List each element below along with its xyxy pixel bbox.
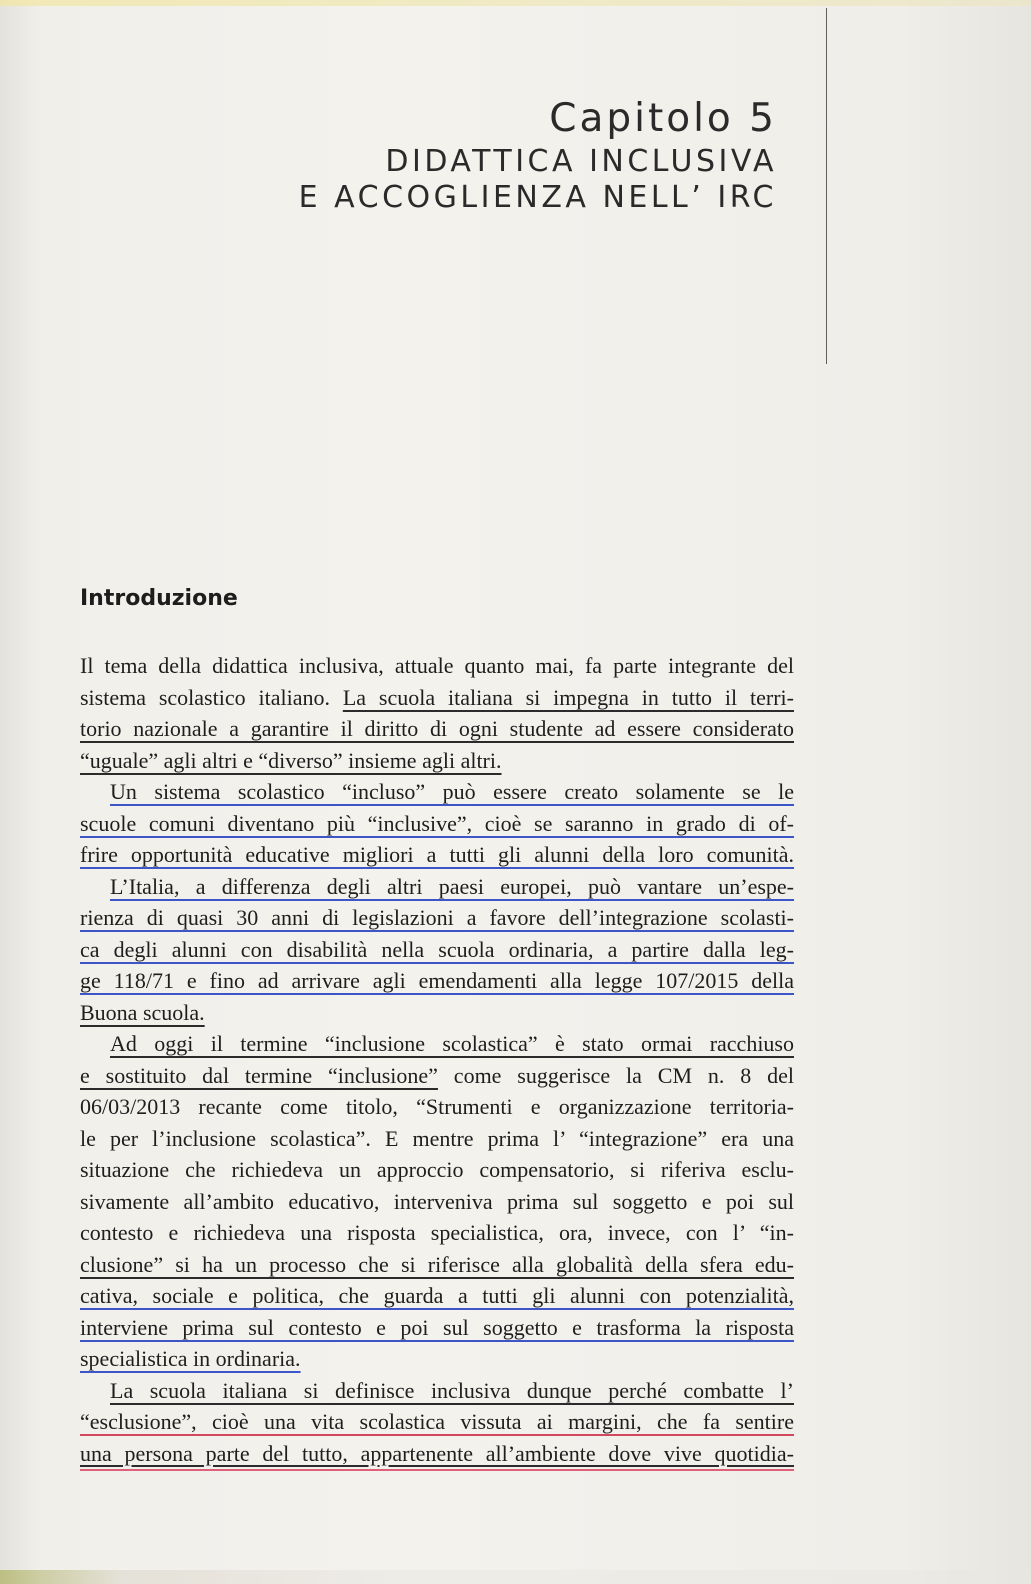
- text-line: le per l’inclusione scolastica”. E mentre prima l’ “integrazione” era una: [80, 1125, 794, 1151]
- text-line: Il tema della didattica inclusiva, attuale quanto mai, fa parte integrante del: [80, 653, 794, 678]
- chapter-header: [299, 94, 777, 216]
- text-line: cativa, sociale e politica, che guarda a tutti gli alunni con potenzialità,: [80, 1283, 794, 1308]
- text-line: [80, 1060, 794, 1092]
- text-line: rienza di quasi 30 anni di legislazioni a favore dell’integrazione scolasti-: [80, 905, 794, 930]
- body-text: [80, 650, 794, 1471]
- margin-rule: [826, 8, 827, 364]
- chapter-title-line-1: DIDATTICA INCLUSIVA: [385, 144, 777, 179]
- chapter-title-line-2: E ACCOGLIENZA NELL’ IRC: [298, 180, 777, 215]
- chapter-number: Capitolo 5: [549, 96, 777, 141]
- text-line: L’Italia, a differenza degli altri paesi europei, può vantare un’espe-: [110, 873, 794, 899]
- text-line: 06/03/2013 recante come titolo, “Strumenti e organizzazione territoria-: [80, 1094, 794, 1119]
- text-line: scuole comuni diventano più “inclusive”, cioè se saranno in grado di of-: [80, 810, 794, 836]
- text-line: La scuola italiana si definisce inclusiva dunque perché combatte l’: [110, 1377, 794, 1403]
- underlined-text: La scuola italiana si impegna in tutto il terri-: [342, 684, 794, 710]
- page-top-edge: [0, 0, 1031, 6]
- text-line: torio nazionale a garantire il diritto di ogni studente ad essere considerato: [80, 716, 794, 741]
- text-line: interviene prima sul contesto e poi sul soggetto e trasforma la risposta: [80, 1314, 794, 1340]
- text-line: Un sistema scolastico “incluso” può essere creato solamente se le: [110, 779, 794, 804]
- text-line: sivamente all’ambito educativo, interveniva prima sul soggetto e poi sul: [80, 1188, 794, 1214]
- text-line: Ad oggi il termine “inclusione scolastica” è stato ormai racchiuso: [110, 1031, 794, 1056]
- text-line: “uguale” agli altri e “diverso” insieme agli altri.: [80, 747, 502, 773]
- section-heading: Introduzione: [80, 586, 238, 611]
- text-line: Buona scuola.: [80, 999, 205, 1025]
- text-line: specialistica in ordinaria.: [80, 1346, 301, 1371]
- text-line: situazione che richiedeva un approccio compensatorio, si riferiva esclu-: [80, 1157, 794, 1182]
- text-line: [80, 682, 794, 714]
- text-line: una persona parte del tutto, appartenente all’ambiente dove vive quotidia-: [80, 1438, 794, 1472]
- text-line: ge 118/71 e fino ad arrivare agli emendamenti alla legge 107/2015 della: [80, 968, 794, 993]
- underlined-text: e sostituito dal termine “inclusione”: [80, 1062, 438, 1088]
- page-bottom-edge: [0, 1570, 1031, 1584]
- text-line-part: sistema scolastico italiano.: [80, 684, 343, 710]
- text-line: ca degli alunni con disabilità nella scuola ordinaria, a partire dalla leg-: [80, 936, 794, 962]
- text-line-part: come suggerisce la CM n. 8 del: [437, 1062, 794, 1088]
- text-line: frire opportunità educative migliori a tutti gli alunni della loro comunità.: [80, 842, 794, 867]
- text-line: clusione” si ha un processo che si riferisce alla globalità della sfera edu-: [80, 1251, 794, 1277]
- text-line: “esclusione”, cioè una vita scolastica vissuta ai margini, che fa sentire: [80, 1409, 794, 1434]
- text-line: contesto e richiedeva una risposta specialistica, ora, invece, con l’ “in-: [80, 1220, 794, 1245]
